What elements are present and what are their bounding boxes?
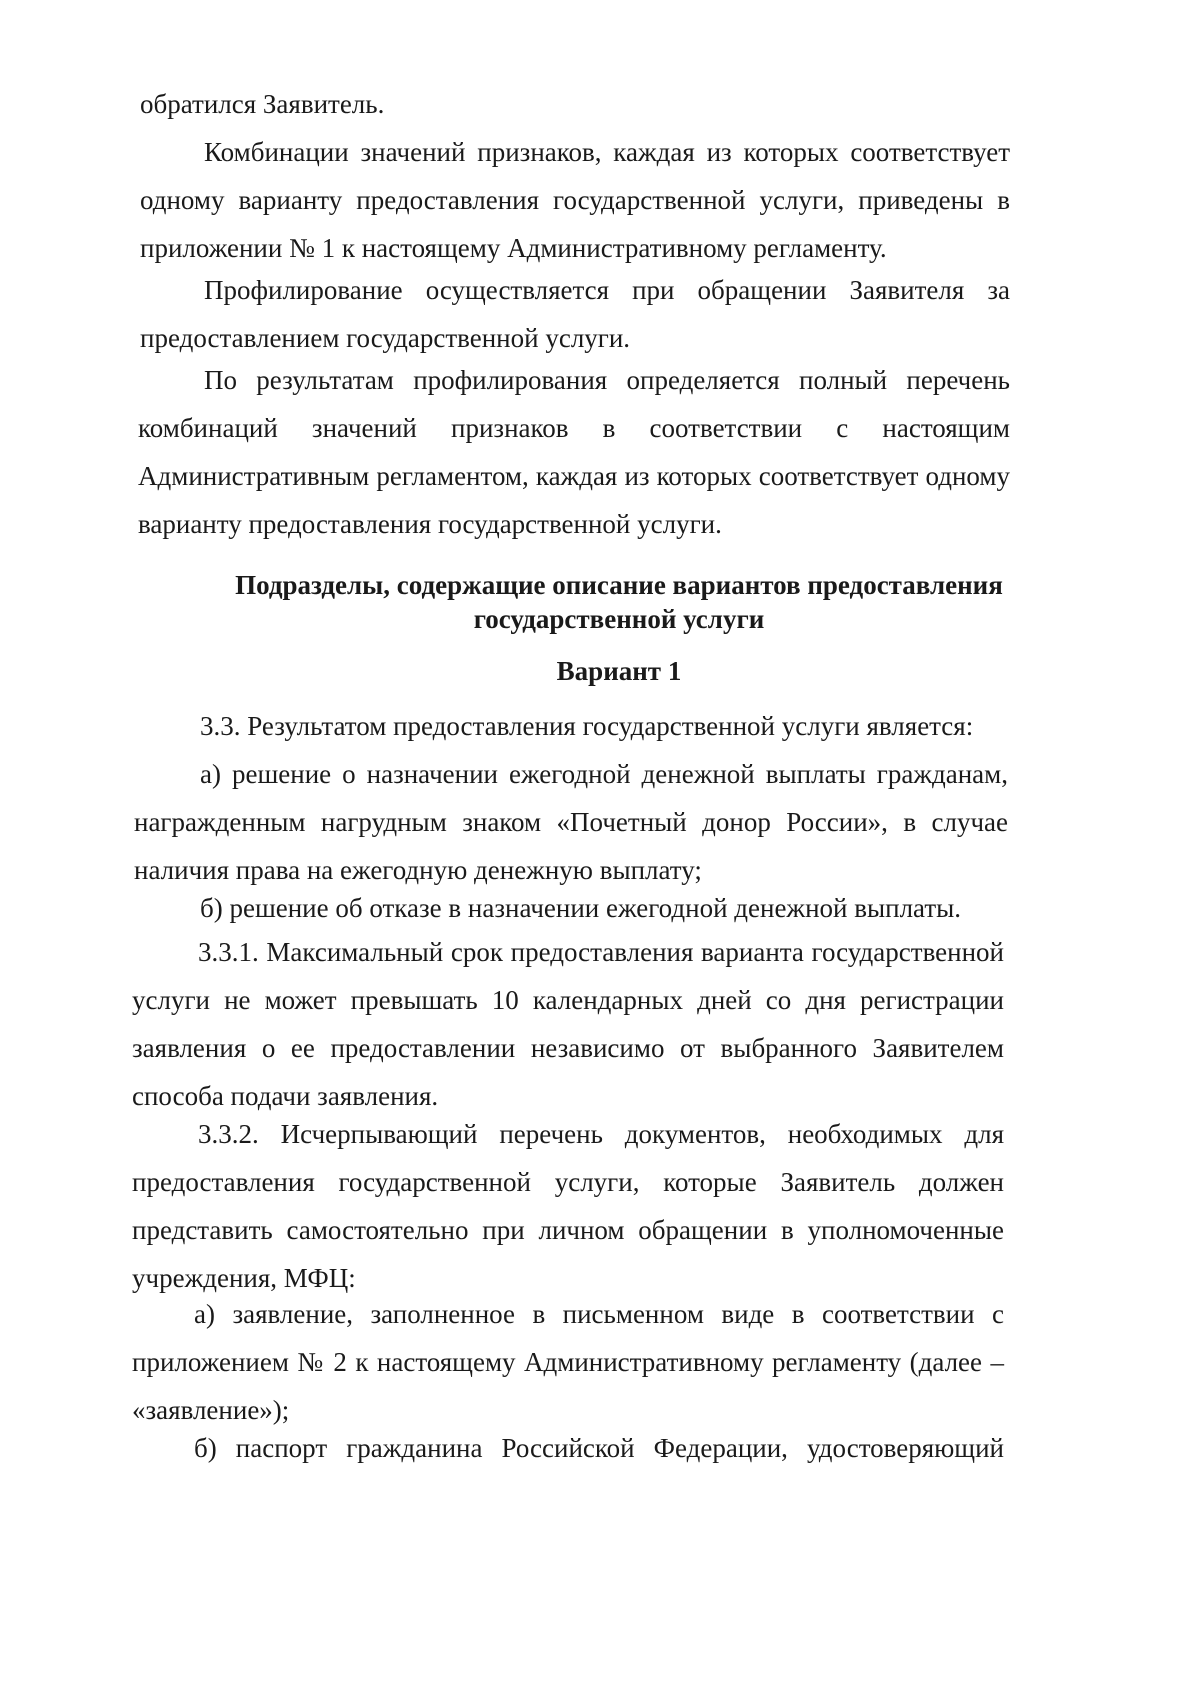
paragraph-intro-tail: обратился Заявитель. [140, 89, 385, 119]
section-heading-line-1: Подразделы, содержащие описание вариантов предоставления [235, 570, 1003, 600]
paragraph-3-3-1: 3.3.1. Максимальный срок предоставления варианта государственной услуги не может превышать 10 календарных дней со дня регистрации заявления о ее предоставлении независимо от выбранного Заявителем способа подачи заявления. [132, 937, 1004, 1111]
paragraph-profiling-results: По результатам профилирования определяется полный перечень комбинаций значений признаков в соответствии с настоящим Административным регламентом, каждая из которых соответствует одному варианту предоставления государственной услуги. [138, 365, 1010, 539]
paragraph-3-3-2: 3.3.2. Исчерпывающий перечень документов, необходимых для предоставления государственной услуги, которые Заявитель должен представить самостоятельно при личном обращении в уполномоченные учреждения, МФЦ: [132, 1119, 1004, 1293]
paragraph-combinations: Комбинации значений признаков, каждая из которых соответствует одному варианту предоставления государственной услуги, приведены в приложении № 1 к настоящему Административному регламенту. [140, 137, 1010, 263]
paragraph-3-3: 3.3. Результатом предоставления государственной услуги является: [200, 711, 974, 741]
paragraph-3-3-b: б) решение об отказе в назначении ежегодной денежной выплаты. [200, 893, 962, 923]
paragraph-3-3-a: а) решение о назначении ежегодной денежной выплаты гражданам, награжденным нагрудным знаком «Почетный донор России», в случае наличия права на ежегодную денежную выплату; [134, 759, 1008, 885]
section-heading-line-2: государственной услуги [473, 604, 765, 634]
variant-heading: Вариант 1 [556, 656, 682, 686]
paragraph-doc-a: а) заявление, заполненное в письменном виде в соответствии с приложением № 2 к настоящему Административному регламенту (далее – «заявление»); [132, 1299, 1004, 1425]
section-heading [0, 568, 1200, 636]
paragraph-doc-b: б) паспорт гражданина Российской Федерации, удостоверяющий [194, 1433, 1004, 1463]
paragraph-profiling: Профилирование осуществляется при обращении Заявителя за предоставлением государственной услуги. [140, 275, 1010, 353]
